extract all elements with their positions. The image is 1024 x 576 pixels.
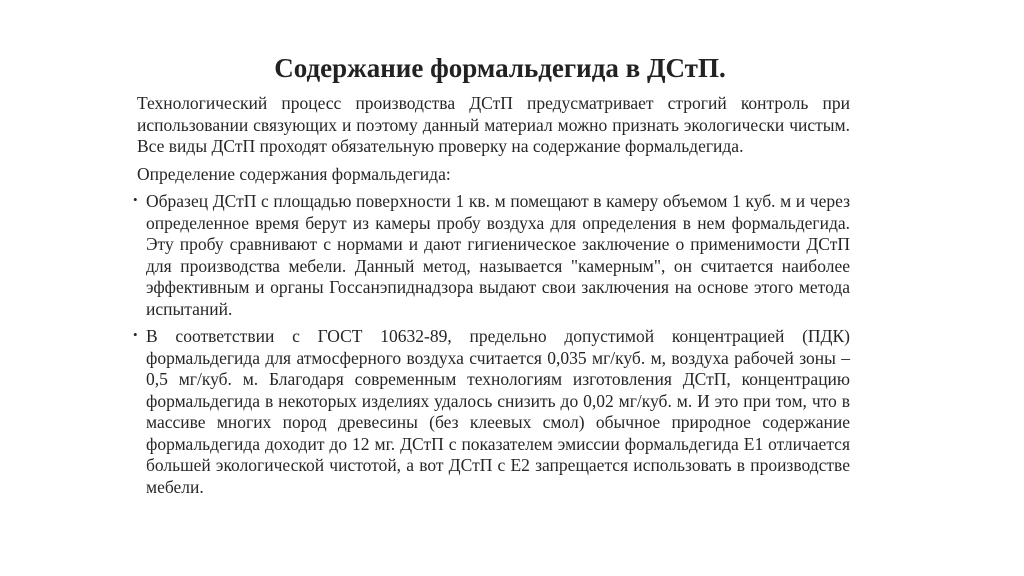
- bullet-text: В соответствии с ГОСТ 10632-89, предельно допустимой концентрацией (ПДК) формальдегида для атмосферного воздуха считается 0,035 мг/куб. м, воздуха рабочей зоны – 0,5 мг/куб. м. Благодаря современным технологиям изготовления ДСтП, концентрацию формальдегида в некоторых изделиях удалось снизить до 0,02 мг/куб. м. И это при том, что в массиве многих пород древесины (без клеевых смол) обычное природное содержание формальдегида доходит до 12 мг. ДСтП с показателем эмиссии формальдегида Е1 отличается большей экологической чистотой, а вот ДСтП с Е2 запрещается использовать в производстве мебели.: [146, 326, 850, 497]
- slide-content: [133, 93, 850, 504]
- intro-paragraph: Технологический процесс производства ДСтП предусматривает строгий контроль при использовании связующих и поэтому данный материал можно признать экологически чистым. Все виды ДСтП проходят обязательную проверку на содержание формальдегида.: [137, 93, 850, 156]
- bullet-item: [133, 326, 850, 498]
- bullet-dot-icon: •: [133, 327, 138, 342]
- bullet-item: [133, 191, 850, 320]
- bullet-list: [133, 191, 850, 498]
- bullet-text: Образец ДСтП с площадью поверхности 1 кв. м помещают в камеру объемом 1 куб. м и через определенное время берут из камеры пробу воздуха для определения в нем формальдегида. Эту пробу сравнивают с нормами и дают гигиеническое заключение о применимости ДСтП для производства мебели. Данный метод, называется "камерным", он считается наиболее эффективным и органы Госсанэпиднадзора выдают свои заключения на основе этого метода испытаний.: [146, 191, 850, 319]
- subheading: Определение содержания формальдегида:: [137, 163, 451, 184]
- bullet-dot-icon: •: [133, 192, 138, 207]
- slide-title: Содержание формальдегида в ДСтП.: [274, 53, 726, 83]
